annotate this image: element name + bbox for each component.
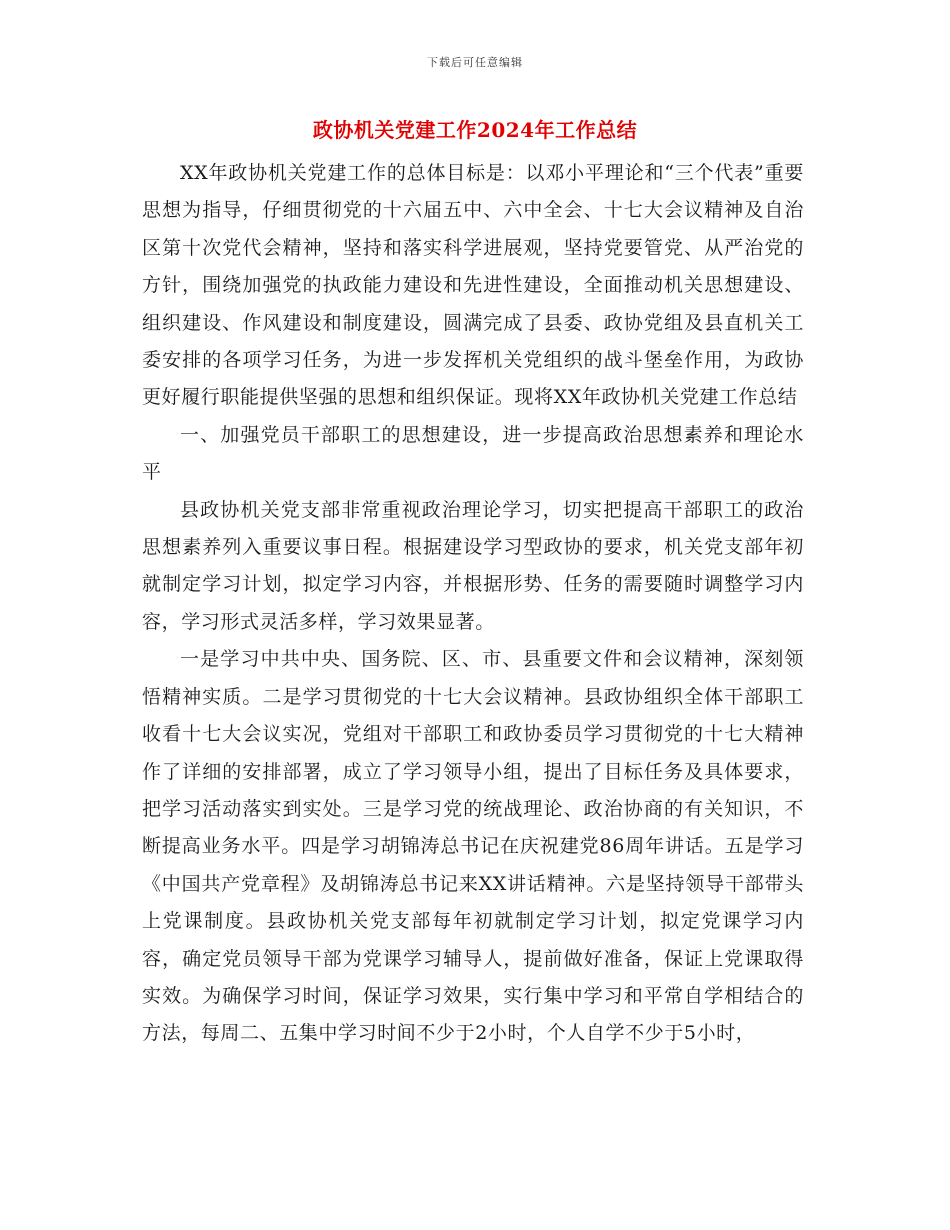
header-note: 下载后可任意编辑 — [427, 56, 523, 69]
paragraph-study-details: 一是学习中共中央、国务院、区、市、县重要文件和会议精神，深刻领悟精神实质。二是学习贯彻党的十七大会议精神。县政协组织全体干部职工收看十七大会议实况，党组对干部职工和政协委员学习贯彻党的十七大精神作了详细的安排部署，成立了学习领导小组，提出了目标任务及具体要求，把学习活动落实到实处。三是学习党的统战理论、政治协商的有关知识，不断提高业务水平。四是学习胡锦涛总书记在庆祝建党86周年讲话。五是学习《中国共产党章程》及胡锦涛总书记来XX讲话精神。六是坚持领导干部带头上党课制度。县政协机关党支部每年初就制定学习计划，拟定党课学习内容，确定党员领导干部为党课学习辅导人，提前做好准备，保证上党课取得实效。为确保学习时间，保证学习效果，实行集中学习和平常自学相结合的方法，每周二、五集中学习时间不少于2小时，个人自学不少于5小时， — [142, 648, 804, 1045]
paragraph-intro: XX年政协机关党建工作的总体目标是：以邓小平理论和“三个代表”重要思想为指导，仔细贯彻党的十六届五中、六中全会、十七大会议精神及自治区第十次党代会精神，坚持和落实科学进展观，坚持党要管党、从严治党的方针，围绕加强党的执政能力建设和先进性建设，全面推动机关思想建设、组织建设、作风建设和制度建设，圆满完成了县委、政协党组及县直机关工委安排的各项学习任务，为进一步发挥机关党组织的战斗堡垒作用，为政协更好履行职能提供坚强的思想和组织保证。现将XX年政协机关党建工作总结 — [142, 162, 804, 409]
document-body — [142, 155, 804, 1053]
paragraph-study-overview: 县政协机关党支部非常重视政治理论学习，切实把提高干部职工的政治思想素养列入重要议事日程。根据建设学习型政协的要求，机关党支部年初就制定学习计划，拟定学习内容，并根据形势、任务的需要随时调整学习内容，学习形式灵活多样，学习效果显著。 — [142, 498, 804, 633]
section-heading-1: 一、加强党员干部职工的思想建设，进一步提高政治思想素养和理论水平 — [142, 423, 804, 484]
document-title: 政协机关党建工作2024年工作总结 — [312, 118, 638, 142]
